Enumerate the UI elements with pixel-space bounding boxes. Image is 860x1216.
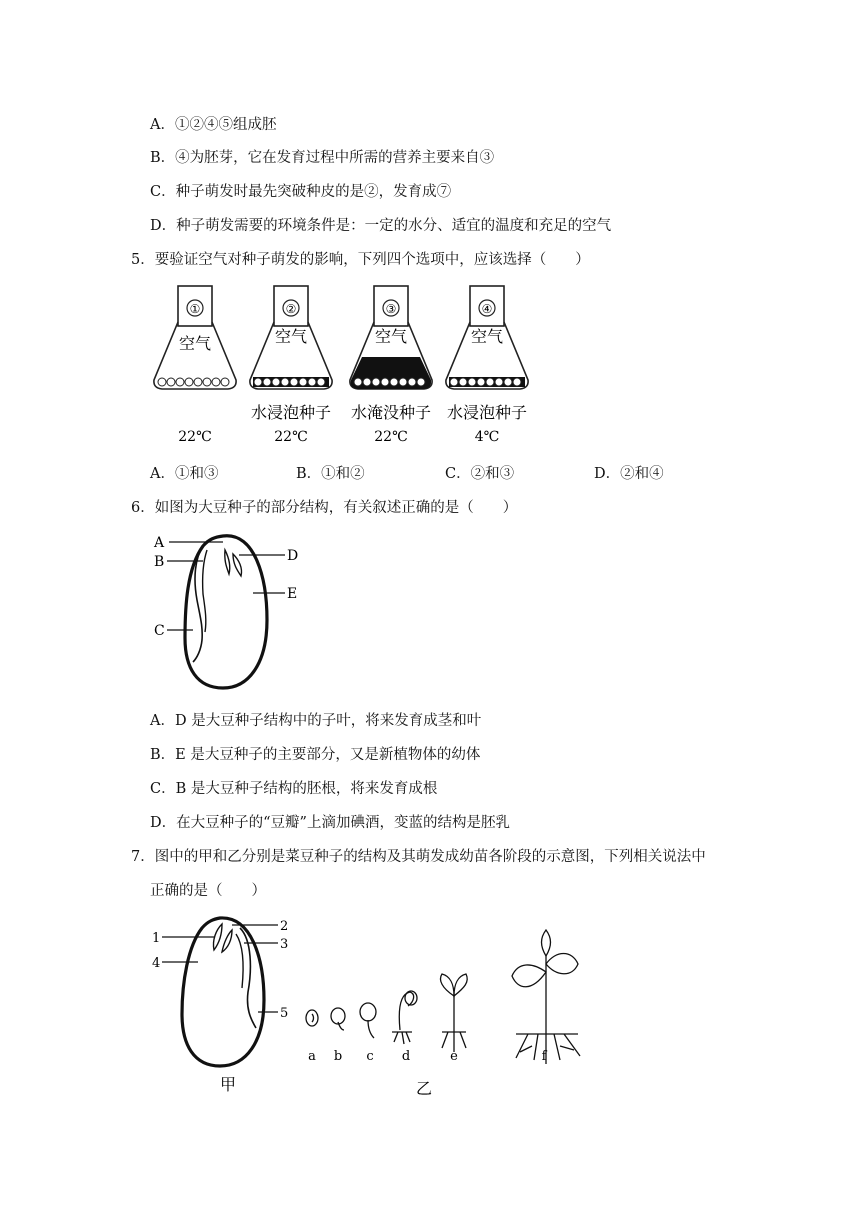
flask-4-temp: 4℃ — [474, 429, 500, 445]
q6-option-c: C．B 是大豆种子结构的胚根，将来发育成根 — [150, 781, 438, 797]
flask-4-air: 空气 — [470, 327, 504, 346]
flask-1 — [154, 286, 236, 445]
seed-label-c: C — [154, 623, 165, 639]
flask-4-label: 水浸泡种子 — [446, 403, 528, 422]
q6-option-b: B．E 是大豆种子的主要部分，又是新植物体的幼体 — [150, 747, 481, 763]
jia-label-5: 5 — [280, 1006, 289, 1021]
seed-label-e: E — [287, 586, 298, 602]
jia-label-2: 2 — [280, 919, 289, 934]
q6-option-a: A．D 是大豆种子结构中的子叶，将来发育成茎和叶 — [150, 713, 482, 729]
flask-2 — [250, 286, 332, 445]
q6-stem: 6．如图为大豆种子的部分结构，有关叙述正确的是（ ） — [131, 500, 518, 516]
stage-label-e: e — [450, 1049, 458, 1064]
jia-label-1: 1 — [152, 931, 161, 946]
q5-option-b: B．①和② — [296, 466, 365, 482]
stage-label-d: d — [401, 1049, 411, 1064]
q5-option-c: C．②和③ — [445, 466, 515, 482]
stage-label-c: c — [366, 1049, 374, 1064]
q5-flask-diagram — [140, 282, 550, 452]
jia-label-3: 3 — [280, 937, 289, 952]
caption-jia: 甲 — [219, 1075, 237, 1094]
flask-3-number: ③ — [385, 302, 397, 316]
q7-stem-line2: 正确的是（ ） — [150, 883, 266, 899]
flask-1-air: 空气 — [178, 334, 212, 353]
caption-yi: 乙 — [415, 1079, 433, 1098]
q5-option-d: D．②和④ — [594, 466, 664, 482]
flask-1-number: ① — [189, 302, 201, 316]
flask-2-air: 空气 — [274, 327, 308, 346]
q5-option-a: A．①和③ — [150, 466, 219, 482]
stage-label-f: f — [541, 1049, 547, 1064]
bean-seed-jia — [152, 918, 288, 1094]
germination-stages-yi — [306, 930, 580, 1064]
soybean-seed-diagram — [145, 528, 320, 693]
flask-2-temp: 22℃ — [274, 429, 308, 445]
flask-2-number: ② — [285, 302, 297, 316]
flask-2-label: 水浸泡种子 — [250, 403, 332, 422]
q5-stem: 5．要验证空气对种子萌发的影响，下列四个选项中，应该选择（ ） — [131, 252, 590, 268]
q7-stem-line1: 7．图中的甲和乙分别是菜豆种子的结构及其萌发成幼苗各阶段的示意图，下列相关说法中 — [131, 849, 706, 865]
seed-label-d: D — [287, 548, 299, 564]
seed-label-a: A — [154, 535, 165, 551]
jia-label-4: 4 — [152, 956, 161, 971]
stage-labels — [308, 1049, 547, 1064]
bean-seed-germination-diagram — [148, 910, 598, 1100]
flask-4 — [446, 286, 528, 445]
flask-3-temp: 22℃ — [374, 429, 408, 445]
q4-option-a: A．①②④⑤组成胚 — [150, 117, 277, 133]
q4-option-c: C．种子萌发时最先突破种皮的是②，发育成⑦ — [150, 184, 452, 200]
stage-label-b: b — [333, 1049, 343, 1064]
q4-option-d: D．种子萌发需要的环境条件是：一定的水分、适宜的温度和充足的空气 — [150, 218, 612, 234]
q6-option-d: D．在大豆种子的“豆瓣”上滴加碘酒，变蓝的结构是胚乳 — [150, 815, 510, 831]
flask-1-temp: 22℃ — [178, 429, 212, 445]
seed-label-b: B — [154, 554, 165, 570]
flask-3-label: 水淹没种子 — [350, 403, 432, 422]
flask-3 — [350, 286, 432, 445]
flask-3-air: 空气 — [374, 327, 408, 346]
q4-option-b: B．④为胚芽，它在发育过程中所需的营养主要来自③ — [150, 150, 495, 166]
stage-label-a: a — [308, 1049, 316, 1064]
flask-4-number: ④ — [481, 302, 493, 316]
